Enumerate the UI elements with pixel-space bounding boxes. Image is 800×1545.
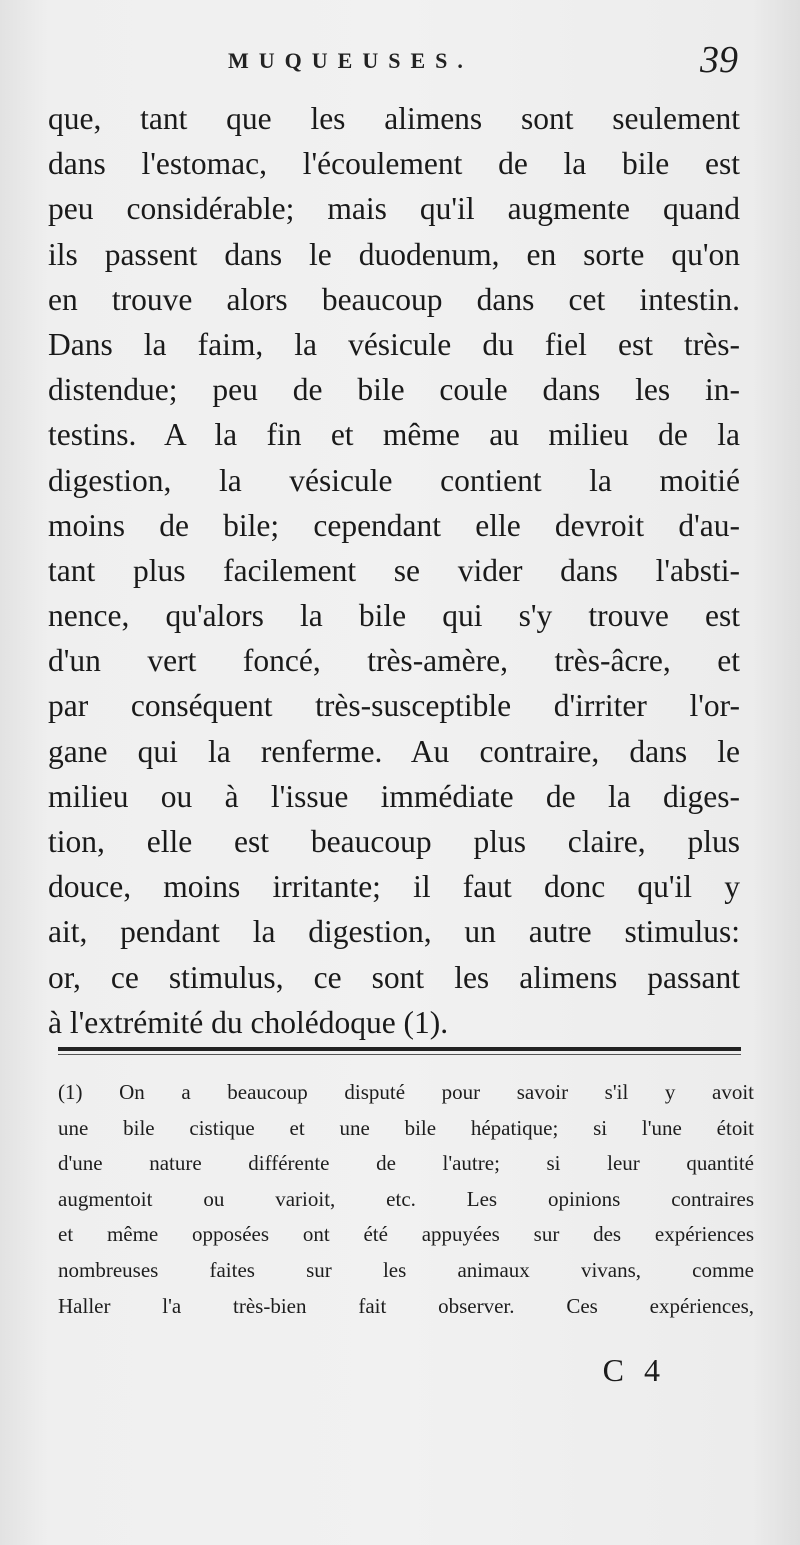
footnote-line: et même opposées ont été appuyées sur des expériences [58, 1222, 754, 1247]
signature-mark: C 4 [602, 1352, 666, 1388]
footnote-rule [58, 1047, 741, 1051]
body-line: tant plus facilement se vider dans l'absti- [48, 552, 740, 588]
body-line: gane qui la renferme. Au contraire, dans le [48, 733, 740, 769]
body-line: par conséquent très-susceptible d'irriter l'or- [48, 688, 740, 724]
footnote-rule-thin [58, 1054, 741, 1055]
body-line: Dans la faim, la vésicule du fiel est très- [48, 326, 740, 362]
footnote-line: Haller l'a très-bien fait observer. Ces expériences, [58, 1293, 754, 1318]
body-line: douce, moins irritante; il faut donc qu'il y [48, 869, 740, 905]
body-line: que, tant que les alimens sont seulement [48, 101, 740, 136]
page-header [48, 39, 738, 84]
footnote-line: nombreuses faites sur les animaux vivans, comme [58, 1257, 754, 1282]
running-head: MUQUEUSES. [228, 48, 473, 73]
body-line: à l'extrémité du cholédoque (1). [48, 1004, 449, 1040]
body-line: ils passent dans le duodenum, en sorte qu'on [48, 236, 740, 272]
body-line: or, ce stimulus, ce sont les alimens passant [48, 959, 740, 995]
footnote-line: d'une nature différente de l'autre; si leur quantité [58, 1151, 754, 1176]
body-line: testins. A la fin et même au milieu de la [48, 417, 740, 453]
footnote-line: augmentoit ou varioit, etc. Les opinions contraires [58, 1186, 754, 1211]
body-line: tion, elle est beaucoup plus claire, plus [48, 824, 740, 859]
body-line: peu considérable; mais qu'il augmente quand [48, 191, 740, 227]
body-line: ait, pendant la digestion, un autre stimulus: [48, 914, 740, 950]
body-line: nence, qu'alors la bile qui s'y trouve est [48, 598, 740, 634]
footnote-line: (1) On a beaucoup disputé pour savoir s'il y avoit [58, 1080, 754, 1104]
footnote [58, 1075, 754, 1324]
body-line: digestion, la vésicule contient la moitié [48, 462, 740, 498]
body-text [48, 96, 740, 1045]
body-line: moins de bile; cependant elle devroit d'au- [48, 507, 740, 543]
body-line: milieu ou à l'issue immédiate de la diges- [48, 778, 740, 814]
page-number: 39 [700, 39, 738, 81]
body-line: distendue; peu de bile coule dans les in- [48, 372, 740, 408]
body-line: en trouve alors beaucoup dans cet intestin. [48, 281, 740, 317]
body-line: dans l'estomac, l'écoulement de la bile est [48, 146, 740, 182]
body-line: d'un vert foncé, très-amère, très-âcre, et [48, 643, 740, 679]
footnote-line: une bile cistique et une bile hépatique; si l'une étoit [58, 1115, 754, 1140]
